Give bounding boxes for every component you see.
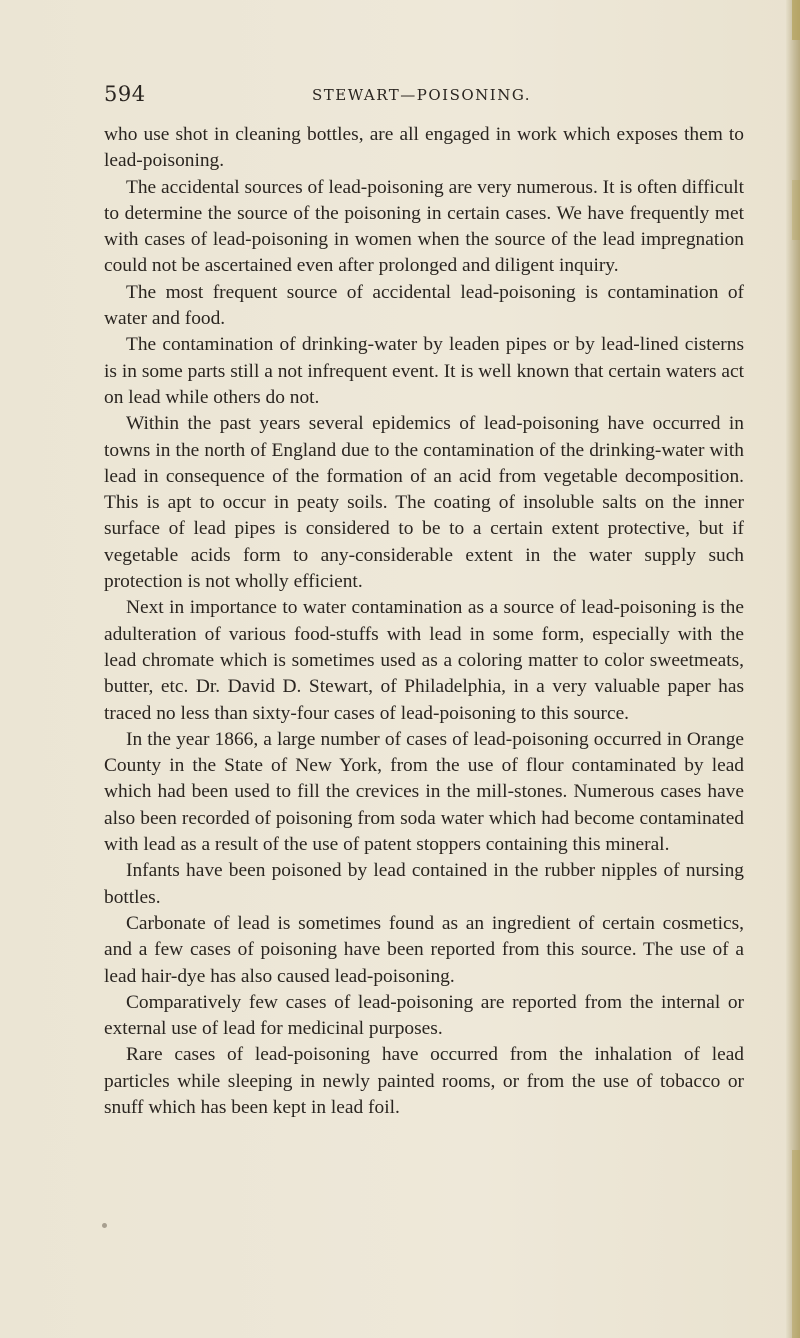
body-text <box>104 122 744 1121</box>
paragraph: In the year 1866, a large number of cases of lead-poisoning occurred in Orange County in the State of New York, from the use of flour contaminated by lead which had been used to fill the crevices in the mill-stones. Numerous cases have also been recorded of poisoning from soda water which had become contaminated with lead as a result of the use of patent stoppers containing this mineral. <box>104 728 744 856</box>
paragraph: Infants have been poisoned by lead contained in the rubber nipples of nursing bottles. <box>104 860 744 908</box>
paragraph: Comparatively few cases of lead-poisoning are reported from the internal or external use of lead for medicinal purposes. <box>104 991 744 1040</box>
paragraph: The contamination of drinking-water by leaden pipes or by lead-lined cisterns is in some parts still a not infrequent event. It is well known that certain waters act on lead while others do not. <box>104 334 744 408</box>
paragraph: Next in importance to water contamination as a source of lead-poisoning is the adulteration of various food-stuffs with lead in some form, especially with the lead chromate which is sometimes used as a coloring matter to color sweetmeats, butter, etc. Dr. David D. Stewart, of Philadelphia, in a very valuable paper has traced no less than sixty-four cases of lead-poisoning to this source. <box>104 597 744 724</box>
paragraph: who use shot in cleaning bottles, are all engaged in work which exposes them to lead-poisoning. <box>104 124 744 172</box>
ink-speck <box>102 1223 107 1228</box>
paragraph: The accidental sources of lead-poisoning are very numerous. It is often difficult to determine the source of the poisoning in certain cases. We have frequently met with cases of lead-poisoning in women when the source of the lead impregnation could not be ascertained even after prolonged and diligent inquiry. <box>104 176 744 277</box>
paragraph: The most frequent source of accidental lead-poisoning is contamination of water and food. <box>104 281 744 330</box>
edge-stain <box>792 180 800 240</box>
paragraph: Carbonate of lead is sometimes found as an ingredient of certain cosmetics, and a few cases of poisoning have been reported from this source. The use of a lead hair-dye has also caused lead-poisoning. <box>104 912 744 987</box>
edge-stain <box>792 0 800 40</box>
page-edge <box>786 0 800 1338</box>
paragraph: Rare cases of lead-poisoning have occurred from the inhalation of lead particles while sleeping in newly painted rooms, or from the use of tobacco or snuff which has been kept in lead foil. <box>104 1044 744 1118</box>
running-title: STEWART—POISONING. <box>312 86 532 104</box>
running-head <box>104 82 740 106</box>
paragraph: Within the past years several epidemics of lead-poisoning have occurred in towns in the north of England due to the contamination of the drinking-water with lead in consequence of the formation of an acid from vegetable decomposition. This is apt to occur in peaty soils. The coating of insoluble salts on the inner surface of lead pipes is considered to be to a certain extent protective, but if vegetable acids form to any-considerable extent in the water supply such protection is not wholly efficient. <box>104 413 744 593</box>
edge-stain <box>792 1150 800 1338</box>
page-number: 594 <box>104 82 146 106</box>
